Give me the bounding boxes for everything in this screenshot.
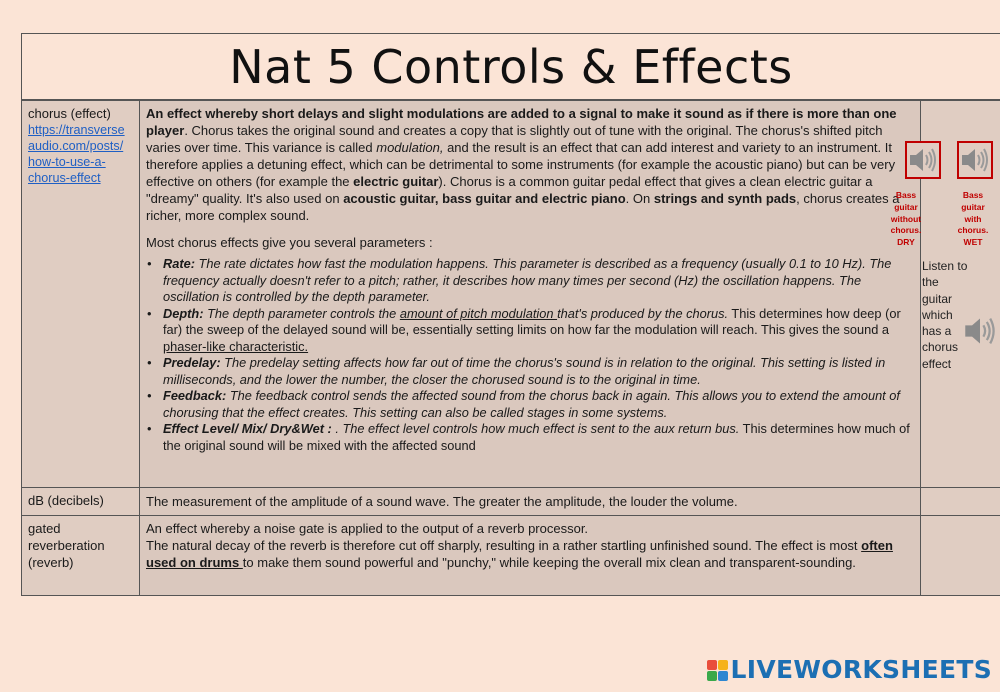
side-empty [921,515,1000,595]
text: . On [625,191,654,206]
dry-caption: Bass guitar without chorus. DRY [890,190,922,248]
line: An effect whereby a noise gate is applied to the output of a reverb processor. [146,521,589,536]
term-chorus [22,100,140,487]
desc-db: The measurement of the amplitude of a sound wave. The greater the amplitude, the louder the volume. [140,487,921,515]
link-line: how-to-use-a- [28,155,106,169]
text: and the result is an effect that can add interest and variety to an instrument. It therefore applies a detuning effect, which can be detrimental to some instruments (for example the acoustic piano) but can be very effective on others (for example the [146,140,896,189]
param-text: This determines how deep (or far) the sweep of the delayed sound will be, essentially setting limits on how far the modulation will reach. This gives the sound a [163,305,901,337]
chorus-link[interactable] [28,122,133,186]
bold-intro: An effect whereby short delays and slight modulations are added to a signal to make it sound as if there is more than one player [146,106,897,138]
text: electric guitar [353,174,439,189]
brand-name: LIVEWORKSHEETS [730,655,992,684]
link-line: audio.com/posts/ [28,139,124,153]
param-text: . The effect level controls how much effect is sent to the aux return bus. [331,421,740,436]
param-text: amount of pitch modulation [399,305,558,321]
side-empty [921,487,1000,515]
audio-chorus-button[interactable] [962,312,998,350]
param-text: that's produced by the chorus. [557,305,729,321]
text: ). Chorus is a common guitar pedal effect that gives a clean electric guitar a "dreamy" quality. It's also used on [146,174,873,206]
logo-mark-icon [707,660,727,680]
term-db [22,487,140,515]
param-text: This determines how much of the original sound will be mixed with the affected sound [163,421,910,453]
text: . Chorus takes the original sound and creates a copy that is slightly out of tune with the original. The chorus's shifted pitch varies over time. This variance is called [146,123,883,155]
wet-caption: Bass guitar with chorus. WET [957,190,989,248]
text: strings and synth pads [653,191,797,206]
param-predelay [163,355,914,388]
param-depth [163,306,914,356]
param-label: Depth: [163,305,204,321]
term-label: dB (decibels) [28,493,104,508]
speaker-icon [960,146,990,174]
audio-dry-button[interactable] [905,141,941,179]
param-rate [163,256,914,306]
param-text: phaser-like characteristic. [163,338,309,354]
glossary-table [21,100,1000,596]
param-feedback [163,388,914,421]
param-text: The rate dictates how fast the modulation happens. This parameter is described as a frequency (usually 0.1 to 10 Hz). The frequency actually doesn't refer to a pitch; rather, it describes how many times per second (Hz) the oscillation happens. The oscillation is controlled by the depth parameter. [163,256,892,304]
text: , chorus creates a richer, more complex sound. [146,191,900,223]
param-level [163,421,914,454]
link-line: https://transverse [28,123,125,137]
listen-caption: Listen to the guitar which has a chorus effect [922,259,968,371]
text: to make them sound powerful and "punchy," while keeping the overall mix clean and transparent-sounding. [242,555,856,570]
line [146,537,914,571]
params-list [146,256,914,454]
param-text: The predelay setting affects how far out of time the chorus's sound is in relation to the original. This setting is listed in milliseconds, and the lower the number, the closer the chorused sound is to the original in time. [163,355,886,387]
liveworksheets-logo [707,655,992,684]
desc-chorus [140,100,921,487]
param-label: Rate: [163,256,195,271]
term-label: gated reverberation (reverb) [28,521,105,570]
params-intro: Most chorus effects give you several parameters : [146,235,433,250]
title-banner [21,33,1000,100]
page-title: Nat 5 Controls & Effects [229,39,793,94]
term-label: chorus (effect) [28,106,111,121]
param-label: Effect Level/ Mix/ Dry&Wet : [163,421,332,436]
term-gated-reverb [22,515,140,595]
param-text: The depth parameter controls the [203,305,400,321]
param-label: Feedback: [163,388,227,403]
text: often used on drums [146,538,893,570]
audio-wet-button[interactable] [957,141,993,179]
param-label: Predelay: [163,355,221,370]
text: modulation, [376,140,444,155]
param-text: The feedback control sends the affected sound from the chorus back in again. This allows you to extend the amount of chorusing that the effect creates. This setting can also be called stages in some systems. [163,388,900,420]
text: acoustic guitar, bass guitar and electric piano [343,191,626,206]
speaker-icon [908,146,938,174]
text: The natural decay of the reverb is therefore cut off sharply, resulting in a rather startling unfinished sound. The effect is most [146,538,862,553]
speaker-icon [963,315,997,347]
link-line: chorus-effect [28,171,101,185]
desc-gated-reverb [140,515,921,595]
chorus-paragraph [146,105,914,224]
